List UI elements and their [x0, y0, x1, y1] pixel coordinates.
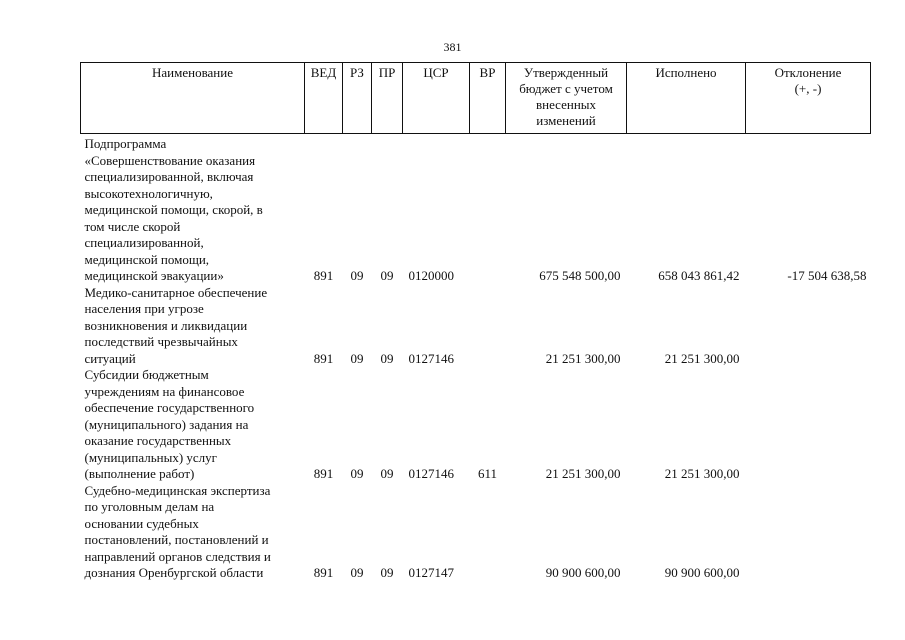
header-row	[81, 63, 871, 134]
row-approved: 90 900 600,00	[545, 565, 621, 580]
header-approved: Утвержденный бюджет с учетом внесенных изменений	[506, 63, 627, 134]
header-ved: ВЕД	[305, 63, 343, 134]
row-csr: 0127147	[408, 565, 454, 580]
budget-table	[80, 62, 871, 582]
row-csr: 0120000	[408, 268, 454, 283]
row-approved: 21 251 300,00	[545, 350, 621, 366]
table-header	[81, 63, 871, 134]
table-body	[81, 134, 871, 582]
row-vr: 611	[477, 466, 498, 481]
row-pr: 09	[380, 466, 394, 481]
row-vr	[470, 134, 506, 285]
row-ved: 891	[313, 466, 334, 481]
row-rz: 09	[350, 565, 364, 580]
row-executed: 21 251 300,00	[664, 466, 740, 481]
row-pr: 09	[380, 565, 394, 580]
row-approved: 675 548 500,00	[539, 268, 621, 283]
row-name: Медико-санитарное обеспечение населения при угрозе возникновения и ликвидации последствий чрезвычайных ситуаций	[84, 284, 268, 366]
row-name: Субсидии бюджетным учреждениям на финансовое обеспечение государственного (муниципального) задания на оказание государственных (муниципальных) услуг (выполнение работ)	[84, 367, 255, 481]
table-row	[81, 483, 871, 582]
row-executed: 90 900 600,00	[664, 565, 740, 580]
header-rz: РЗ	[343, 63, 372, 134]
row-rz: 09	[350, 350, 364, 366]
row-name: Подпрограмма «Совершенствование оказания специализированной, включая высокотехнологичную, медицинской помощи, скорой, в том числе скорой специализированной, медицинской помощи, медицинской эвакуации»	[84, 136, 263, 283]
row-approved: 21 251 300,00	[545, 466, 621, 481]
row-deviation	[746, 285, 871, 368]
header-deviation: Отклонение (+, -)	[746, 63, 871, 134]
row-deviation	[746, 483, 871, 582]
row-rz: 09	[350, 268, 364, 283]
row-vr	[470, 285, 506, 368]
table-row	[81, 367, 871, 483]
table-row	[81, 285, 871, 368]
header-name: Наименование	[81, 63, 305, 134]
row-ved: 891	[313, 565, 334, 580]
row-ved: 891	[313, 350, 334, 366]
header-executed: Исполнено	[627, 63, 746, 134]
header-pr: ПР	[372, 63, 403, 134]
row-executed: 21 251 300,00	[664, 350, 740, 366]
row-csr: 0127146	[408, 350, 454, 366]
row-ved: 891	[313, 268, 334, 283]
header-vr: ВР	[470, 63, 506, 134]
row-deviation: -17 504 638,58	[787, 268, 867, 283]
table-row	[81, 134, 871, 285]
row-csr: 0127146	[408, 466, 454, 481]
row-vr	[470, 483, 506, 582]
page-number: 381	[443, 40, 462, 54]
row-pr: 09	[380, 268, 394, 283]
row-pr: 09	[380, 350, 394, 366]
row-name: Судебно-медицинская экспертиза по уголовным делам на основании судебных постановлений, постановлений и направлений органов следствия и дознания Оренбургской области	[84, 482, 271, 580]
row-rz: 09	[350, 466, 364, 481]
row-executed: 658 043 861,42	[658, 268, 740, 283]
row-deviation	[746, 367, 871, 483]
header-csr: ЦСР	[403, 63, 470, 134]
